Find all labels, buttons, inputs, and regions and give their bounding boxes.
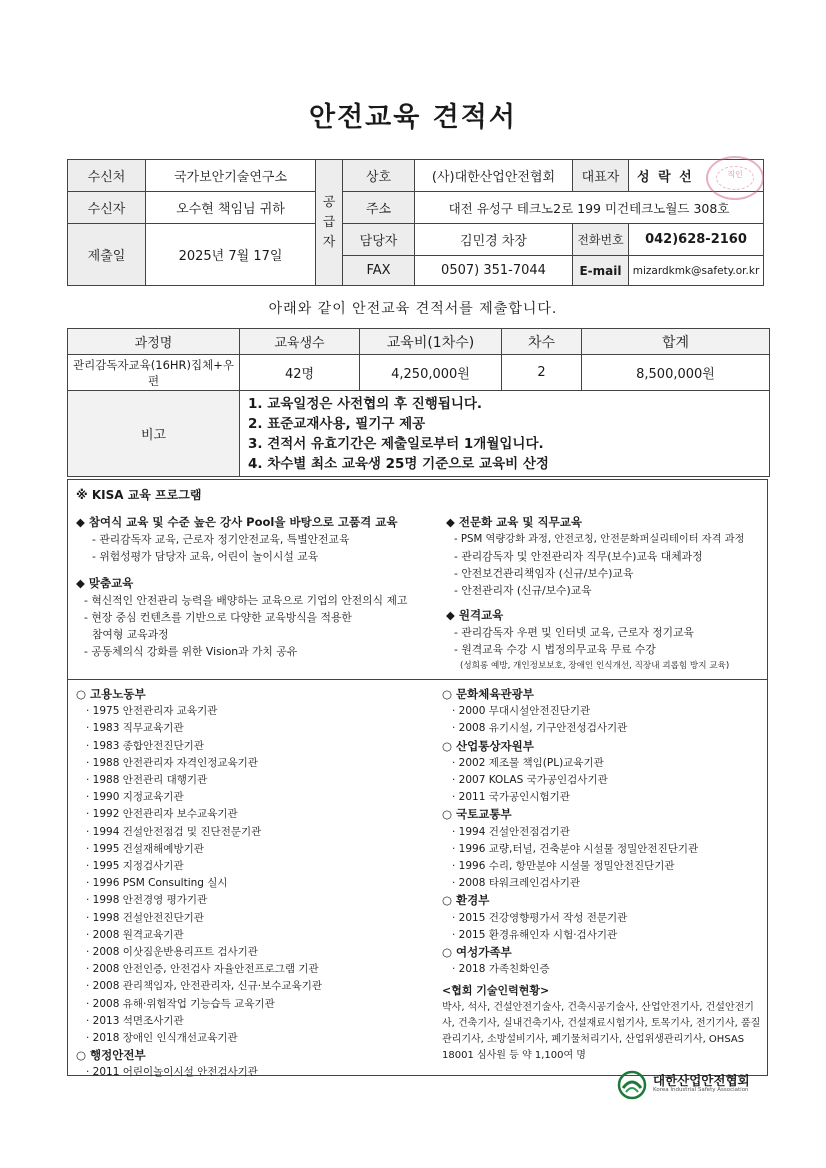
history-entry: · 2002 제조물 책임(PL)교육기관 (452, 756, 604, 769)
ministry-title: ○ 산업통상자원부 (442, 738, 534, 753)
seal-text: 직인 (727, 170, 743, 179)
recipient-org: 국가보안기술연구소 (146, 160, 316, 192)
col-students: 교육생수 (240, 329, 360, 355)
recipient: 오수현 책임님 귀하 (146, 192, 316, 224)
ministry-title: ○ 여성가족부 (442, 945, 512, 960)
kisa-item: - PSM 역량강화 과정, 안전코칭, 안전문화퍼실리테이터 자격 과정 (454, 534, 745, 545)
fax: 0507) 351-7044 (415, 256, 573, 286)
phone: 042)628-2160 (629, 224, 764, 256)
history-entry: · 1988 안전관리 대행기관 (86, 774, 208, 787)
history-entry: · 1983 직무교육기관 (86, 722, 184, 735)
history-entry: · 1988 안전관리자 자격인정교육기관 (86, 756, 258, 769)
history-entry: · 2008 원격교육기관 (86, 928, 184, 941)
col-sessions: 차수 (502, 329, 582, 355)
remark-item: 3. 견적서 유효기간은 제출일로부터 1개월입니다. (248, 435, 544, 452)
date: 2025년 7월 17일 (146, 224, 316, 286)
history-entry: · 1995 지정검사기관 (86, 860, 184, 873)
manager: 김민경 차장 (415, 224, 573, 256)
kisa-item: - 위험성평가 담당자 교육, 어린이 놀이시설 교육 (92, 550, 319, 563)
history-entry: · 1994 건설안전점검 및 진단전문기관 (86, 825, 262, 838)
history-entry: · 2008 유기시설, 기구안전성검사기관 (452, 722, 628, 735)
course-table (67, 328, 770, 477)
cell-students: 42명 (240, 355, 360, 391)
kisa-item: - 관리감독자 교육, 근로자 정기안전교육, 특별안전교육 (92, 533, 350, 546)
cell-course-name: 관리감독자교육(16HR)집체+우편 (68, 355, 240, 391)
history-entry: · 1998 건설안전진단기관 (86, 911, 204, 924)
email-label: E-mail (573, 256, 629, 286)
kisa-item: - 관리감독자 우편 및 인터넷 교육, 근로자 정기교육 (454, 626, 694, 639)
address: 대전 유성구 테크노2로 199 미건테크노월드 308호 (415, 192, 764, 224)
history-entry: · 2008 유해·위험작업 기능습득 교육기관 (86, 997, 275, 1010)
history-entry: · 2018 장애인 인식개선교육기관 (86, 1032, 238, 1045)
history-entry: · 2011 국가공인시험기관 (452, 791, 570, 804)
ministry-title: ○ 행정안전부 (76, 1048, 146, 1063)
ceo: 성 락 선 (629, 160, 764, 192)
ministry-title: ○ 환경부 (442, 893, 490, 908)
manager-label: 담당자 (343, 224, 415, 256)
history-entry: · 2018 가족친화인증 (452, 963, 550, 976)
recipient-org-label: 수신처 (68, 160, 146, 192)
org-name-en: Korea Industrial Safety Association (653, 1087, 749, 1093)
company-label: 상호 (343, 160, 415, 192)
company: (사)대한산업안전협회 (415, 160, 573, 192)
history-entry: · 1996 교량,터널, 건축분야 시설물 정밀안전진단기관 (452, 842, 699, 855)
history-entry: · 2008 이삿짐운반용리프트 검사기관 (86, 946, 258, 959)
company-seal (706, 156, 764, 200)
remarks-list (240, 391, 770, 477)
kisa-right-column (446, 510, 764, 675)
col-fee: 교육비(1차수) (360, 329, 502, 355)
col-total: 합계 (582, 329, 770, 355)
col-course-name: 과정명 (68, 329, 240, 355)
kisa-title: ※ KISA 교육 프로그램 (76, 488, 202, 502)
history-entry: · 2008 관리책임자, 안전관리자, 신규·보수교육기관 (86, 980, 322, 993)
fax-label: FAX (343, 256, 415, 286)
supplier-label-text: 공급자 (322, 194, 336, 250)
tech-staff-title: <협회 기술인력현황> (442, 984, 550, 998)
kisa-heading: ◆ 전문화 교육 및 직무교육 (446, 515, 582, 529)
address-label: 주소 (343, 192, 415, 224)
history-entry: · 1996 수리, 항만분야 시설물 정밀안전진단기관 (452, 860, 675, 873)
history-left-column (76, 686, 436, 1082)
history-entry: · 2008 타워크레인검사기관 (452, 877, 581, 890)
history-entry: · 2015 건강영향평가서 작성 전문기관 (452, 911, 628, 924)
history-entry: · 2015 환경유해인자 시험·검사기관 (452, 928, 618, 941)
history-entry: · 1994 건설안전점검기관 (452, 825, 570, 838)
remark-item: 2. 표준교재사용, 필기구 제공 (248, 415, 426, 432)
remarks-label: 비고 (68, 391, 240, 477)
kisa-heading: ◆ 참여식 교육 및 수준 높은 강사 Pool을 바탕으로 고품격 교육 (76, 515, 398, 529)
history-entry: · 1990 지정교육기관 (86, 791, 184, 804)
history-entry: · 1995 건설재해예방기관 (86, 842, 204, 855)
kisa-item: - 관리감독자 및 안전관리자 직무(보수)교육 대체과정 (454, 550, 703, 563)
ceo-label: 대표자 (573, 160, 629, 192)
kisa-item: 참여형 교육과정 (92, 628, 169, 641)
ministry-title: ○ 국토교통부 (442, 807, 512, 822)
kisa-heading: ◆ 맞춤교육 (76, 576, 134, 590)
kisa-item: - 공동체의식 강화를 위한 Vision과 가치 공유 (84, 645, 298, 658)
history-entry: · 2011 어린이놀이시설 안전검사기관 (86, 1066, 258, 1079)
email: mizardkmk@safety.or.kr (629, 256, 764, 286)
intro-text: 아래와 같이 안전교육 견적서를 제출합니다. (268, 301, 558, 317)
kisa-note: (성희롱 예방, 개인정보보호, 장애인 인식개선, 직장내 괴롭힘 방지 교육) (460, 661, 730, 671)
history-entry: · 1996 PSM Consulting 실시 (86, 877, 228, 890)
kisa-left-column (76, 510, 446, 660)
history-entry: · 2007 KOLAS 국가공인검사기관 (452, 774, 608, 787)
remark-item: 1. 교육일정은 사전협의 후 진행됩니다. (248, 395, 483, 412)
history-box (67, 680, 768, 1079)
ministry-title: ○ 고용노동부 (76, 687, 146, 701)
kisa-program-box (67, 479, 768, 680)
remark-item: 4. 차수별 최소 교육생 25명 기준으로 교육비 산정 (248, 455, 549, 472)
history-entry: · 1998 안전경영 평가기관 (86, 894, 208, 907)
cell-total: 8,500,000원 (582, 355, 770, 391)
recipient-label: 수신자 (68, 192, 146, 224)
kisa-item: - 혁신적인 안전관리 능력을 배양하는 교육으로 기업의 안전의식 제고 (84, 594, 408, 607)
ministry-title: ○ 문화체육관광부 (442, 687, 534, 701)
kisa-item: - 현장 중심 컨텐츠를 기반으로 다양한 교육방식을 적용한 (84, 611, 352, 624)
kisa-item: - 안전관리자 (신규/보수)교육 (454, 584, 592, 597)
kisa-item: - 원격교육 수강 시 법정의무교육 무료 수강 (454, 643, 656, 656)
supplier-label (316, 160, 343, 286)
history-entry: · 2008 안전인증, 안전검사 자율안전프로그램 기관 (86, 963, 319, 976)
page-title: 안전교육 견적서 (309, 102, 517, 133)
history-entry: · 1975 안전관리자 교육기관 (86, 705, 218, 718)
kisa-heading: ◆ 원격교육 (446, 608, 504, 622)
kisa-logo-icon (617, 1070, 647, 1100)
header-table (67, 159, 764, 286)
history-entry: · 1983 종합안전진단기관 (86, 739, 204, 752)
kisa-item: - 안전보건관리책임자 (신규/보수)교육 (454, 567, 634, 580)
history-right-column (442, 686, 764, 1064)
phone-label: 전화번호 (573, 224, 629, 256)
history-entry: · 1992 안전관리자 보수교육기관 (86, 808, 238, 821)
cell-fee: 4,250,000원 (360, 355, 502, 391)
org-logo (617, 1070, 777, 1100)
cell-sessions: 2 (502, 355, 582, 391)
history-entry: · 2013 석면조사기관 (86, 1014, 184, 1027)
tech-staff-text: 박사, 석사, 건설안전기술사, 건축시공기술사, 산업안전기사, 건설안전기사, 건축기사, 실내건축기사, 건설재료시험기사, 토목기사, 전기기사, 품질관리기사, 소방설비기사, 폐기물처리기사, 산업위생관리기사, OHSAS 18001 심사원 등 약 1,100여 명 (442, 1001, 761, 1061)
history-entry: · 2000 무대시설안전진단기관 (452, 705, 591, 718)
date-label: 제출일 (68, 224, 146, 286)
org-name: 대한산업안전협회 (653, 1073, 750, 1088)
